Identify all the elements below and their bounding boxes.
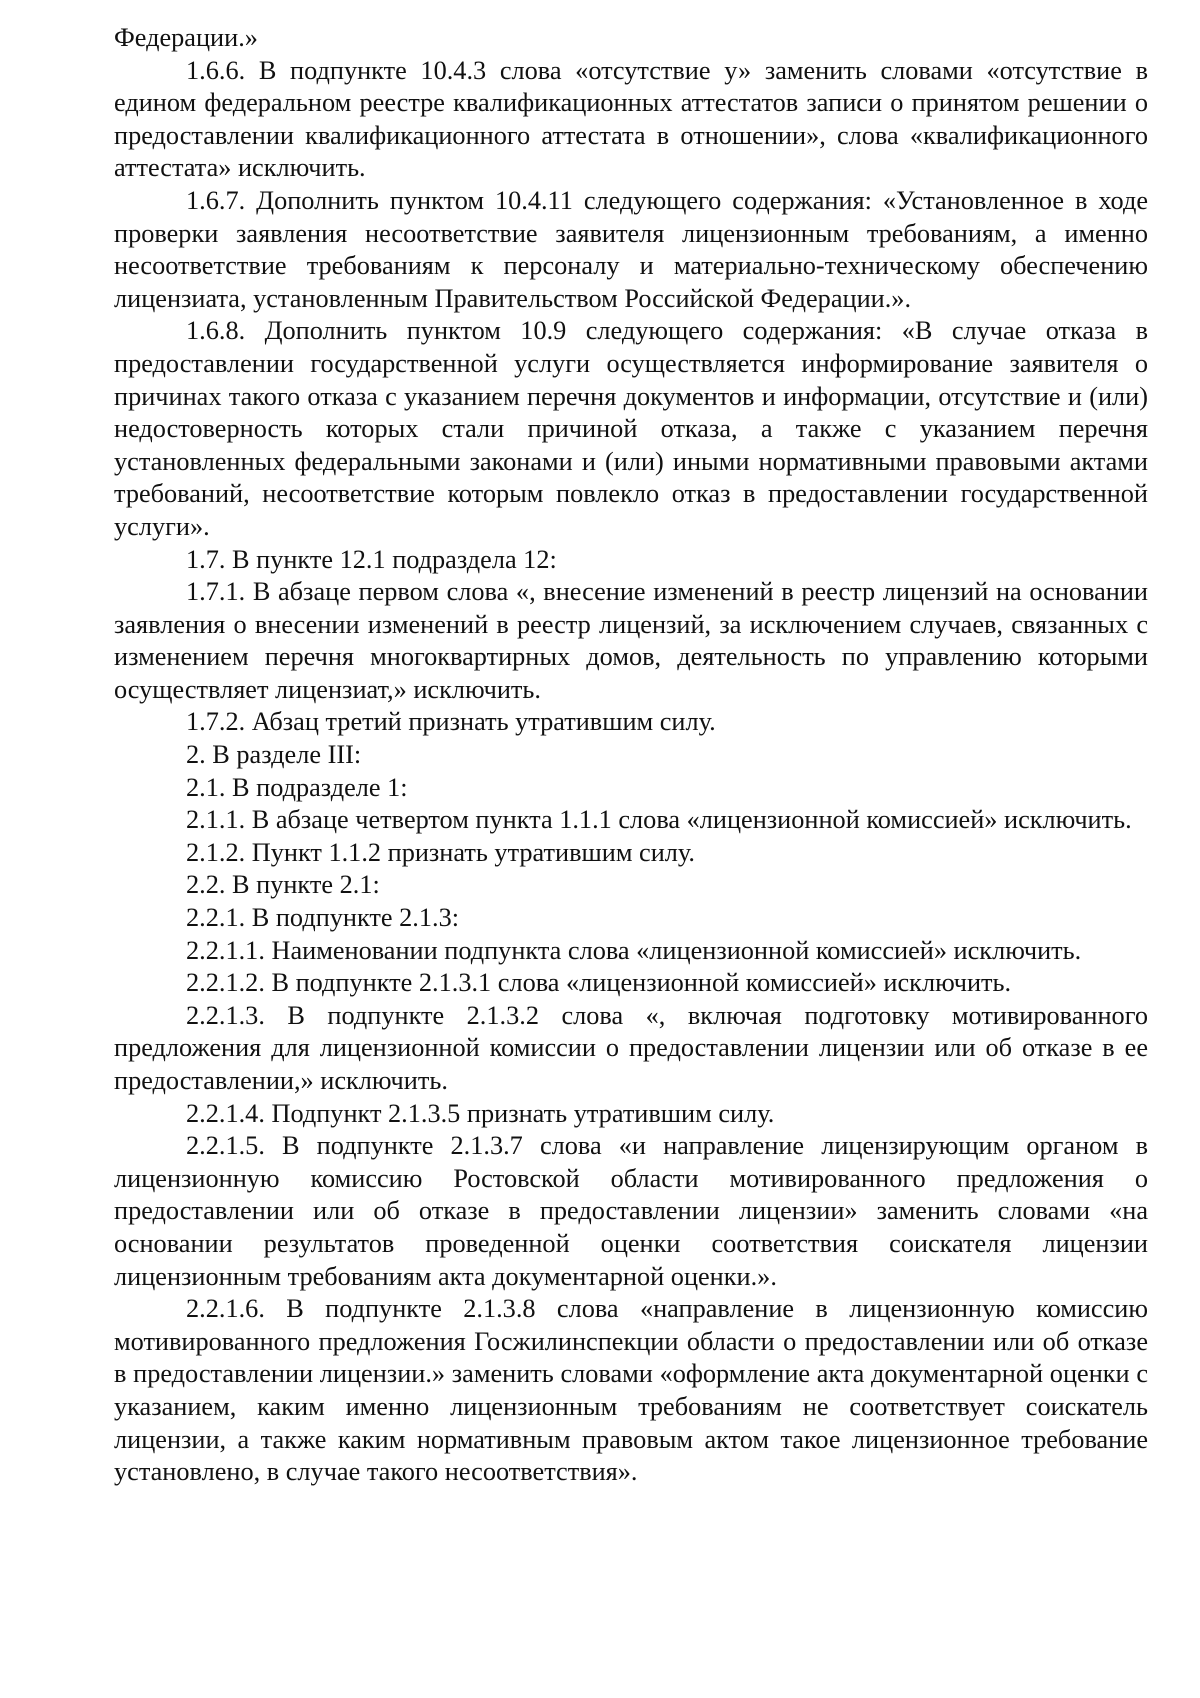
paragraph-1-6-7: 1.6.7. Дополнить пунктом 10.4.11 следующего содержания: «Установленное в ходе проверки заявления несоответствие заявителя лицензионным требованиям, а именно несоответствие требованиям к персоналу и материально-техническому обеспечению лицензиата, установленным Правительством Российской Федерации.». <box>114 185 1148 313</box>
paragraph-2-2-1-5: 2.2.1.5. В подпункте 2.1.3.7 слова «и направление лицензирующим органом в лицензионную комиссию Ростовской области мотивированного предложения о предоставлении или об отказе в предоставлении лицензии» заменить словами «на основании результатов проведенной оценки соответствия соискателя лицензии лицензионным требованиям акта документарной оценки.». <box>114 1131 1148 1291</box>
paragraph-2-1-2: 2.1.2. Пункт 1.1.2 признать утратившим силу. <box>186 837 696 867</box>
paragraph-2-2: 2.2. В пункте 2.1: <box>186 870 380 900</box>
paragraph-2-2-1-1: 2.2.1.1. Наименовании подпункта слова «лицензионной комиссией» исключить. <box>186 935 1082 965</box>
paragraph-2-2-1-4: 2.2.1.4. Подпункт 2.1.3.5 признать утратившим силу. <box>186 1098 775 1128</box>
paragraph-1-7-2: 1.7.2. Абзац третий признать утратившим силу. <box>186 707 716 737</box>
paragraph-1-6-8: 1.6.8. Дополнить пунктом 10.9 следующего содержания: «В случае отказа в предоставлении государственной услуги осуществляется информирование заявителя о причинах такого отказа с указанием перечня документов и информации, отсутствие и (или) недостоверность которых стали причиной отказа, а также с указанием перечня установленных федеральными законами и (или) иными нормативными правовыми актами требований, несоответствие которым повлекло отказ в предоставлении государственной услуги». <box>114 316 1148 541</box>
paragraph-2: 2. В разделе III: <box>186 740 362 770</box>
document-page <box>114 22 1148 1489</box>
paragraph-1-7: 1.7. В пункте 12.1 подраздела 12: <box>186 544 557 574</box>
paragraph-1-7-1: 1.7.1. В абзаце первом слова «, внесение изменений в реестр лицензий на основании заявления о внесении изменений в реестр лицензий, за исключением случаев, связанных с изменением перечня многоквартирных домов, деятельность по управлению которыми осуществляет лицензиат,» исключить. <box>114 577 1148 704</box>
paragraph-2-1-1: 2.1.1. В абзаце четвертом пункта 1.1.1 слова «лицензионной комиссией» исключить. <box>186 805 1132 835</box>
paragraph-2-2-1: 2.2.1. В подпункте 2.1.3: <box>186 903 460 933</box>
paragraph-2-2-1-6: 2.2.1.6. В подпункте 2.1.3.8 слова «направление в лицензионную комиссию мотивированного предложения Госжилинспекции области о предоставлении или об отказе в предоставлении лицензии.» заменить словами «оформление акта документарной оценки с указанием, каким именно лицензионным требованиям не соответствует соискатель лицензии, а также каким нормативным правовым актом такое лицензионное требование установлено, в случае такого несоответствия». <box>114 1294 1148 1487</box>
paragraph-2-2-1-2: 2.2.1.2. В подпункте 2.1.3.1 слова «лицензионной комиссией» исключить. <box>186 968 1012 998</box>
paragraph-2-1: 2.1. В подразделе 1: <box>186 772 408 802</box>
paragraph-2-2-1-3: 2.2.1.3. В подпункте 2.1.3.2 слова «, включая подготовку мотивированного предложения для лицензионной комиссии о предоставлении лицензии или об отказе в ее предоставлении,» исключить. <box>114 1000 1148 1095</box>
paragraph-1-6-6: 1.6.6. В подпункте 10.4.3 слова «отсутствие у» заменить словами «отсутствие в едином федеральном реестре квалификационных аттестатов записи о принятом решении о предоставлении квалификационного аттестата в отношении», слова «квалификационного аттестата» исключить. <box>114 55 1148 183</box>
paragraph-continuation: Федерации.» <box>114 23 258 52</box>
